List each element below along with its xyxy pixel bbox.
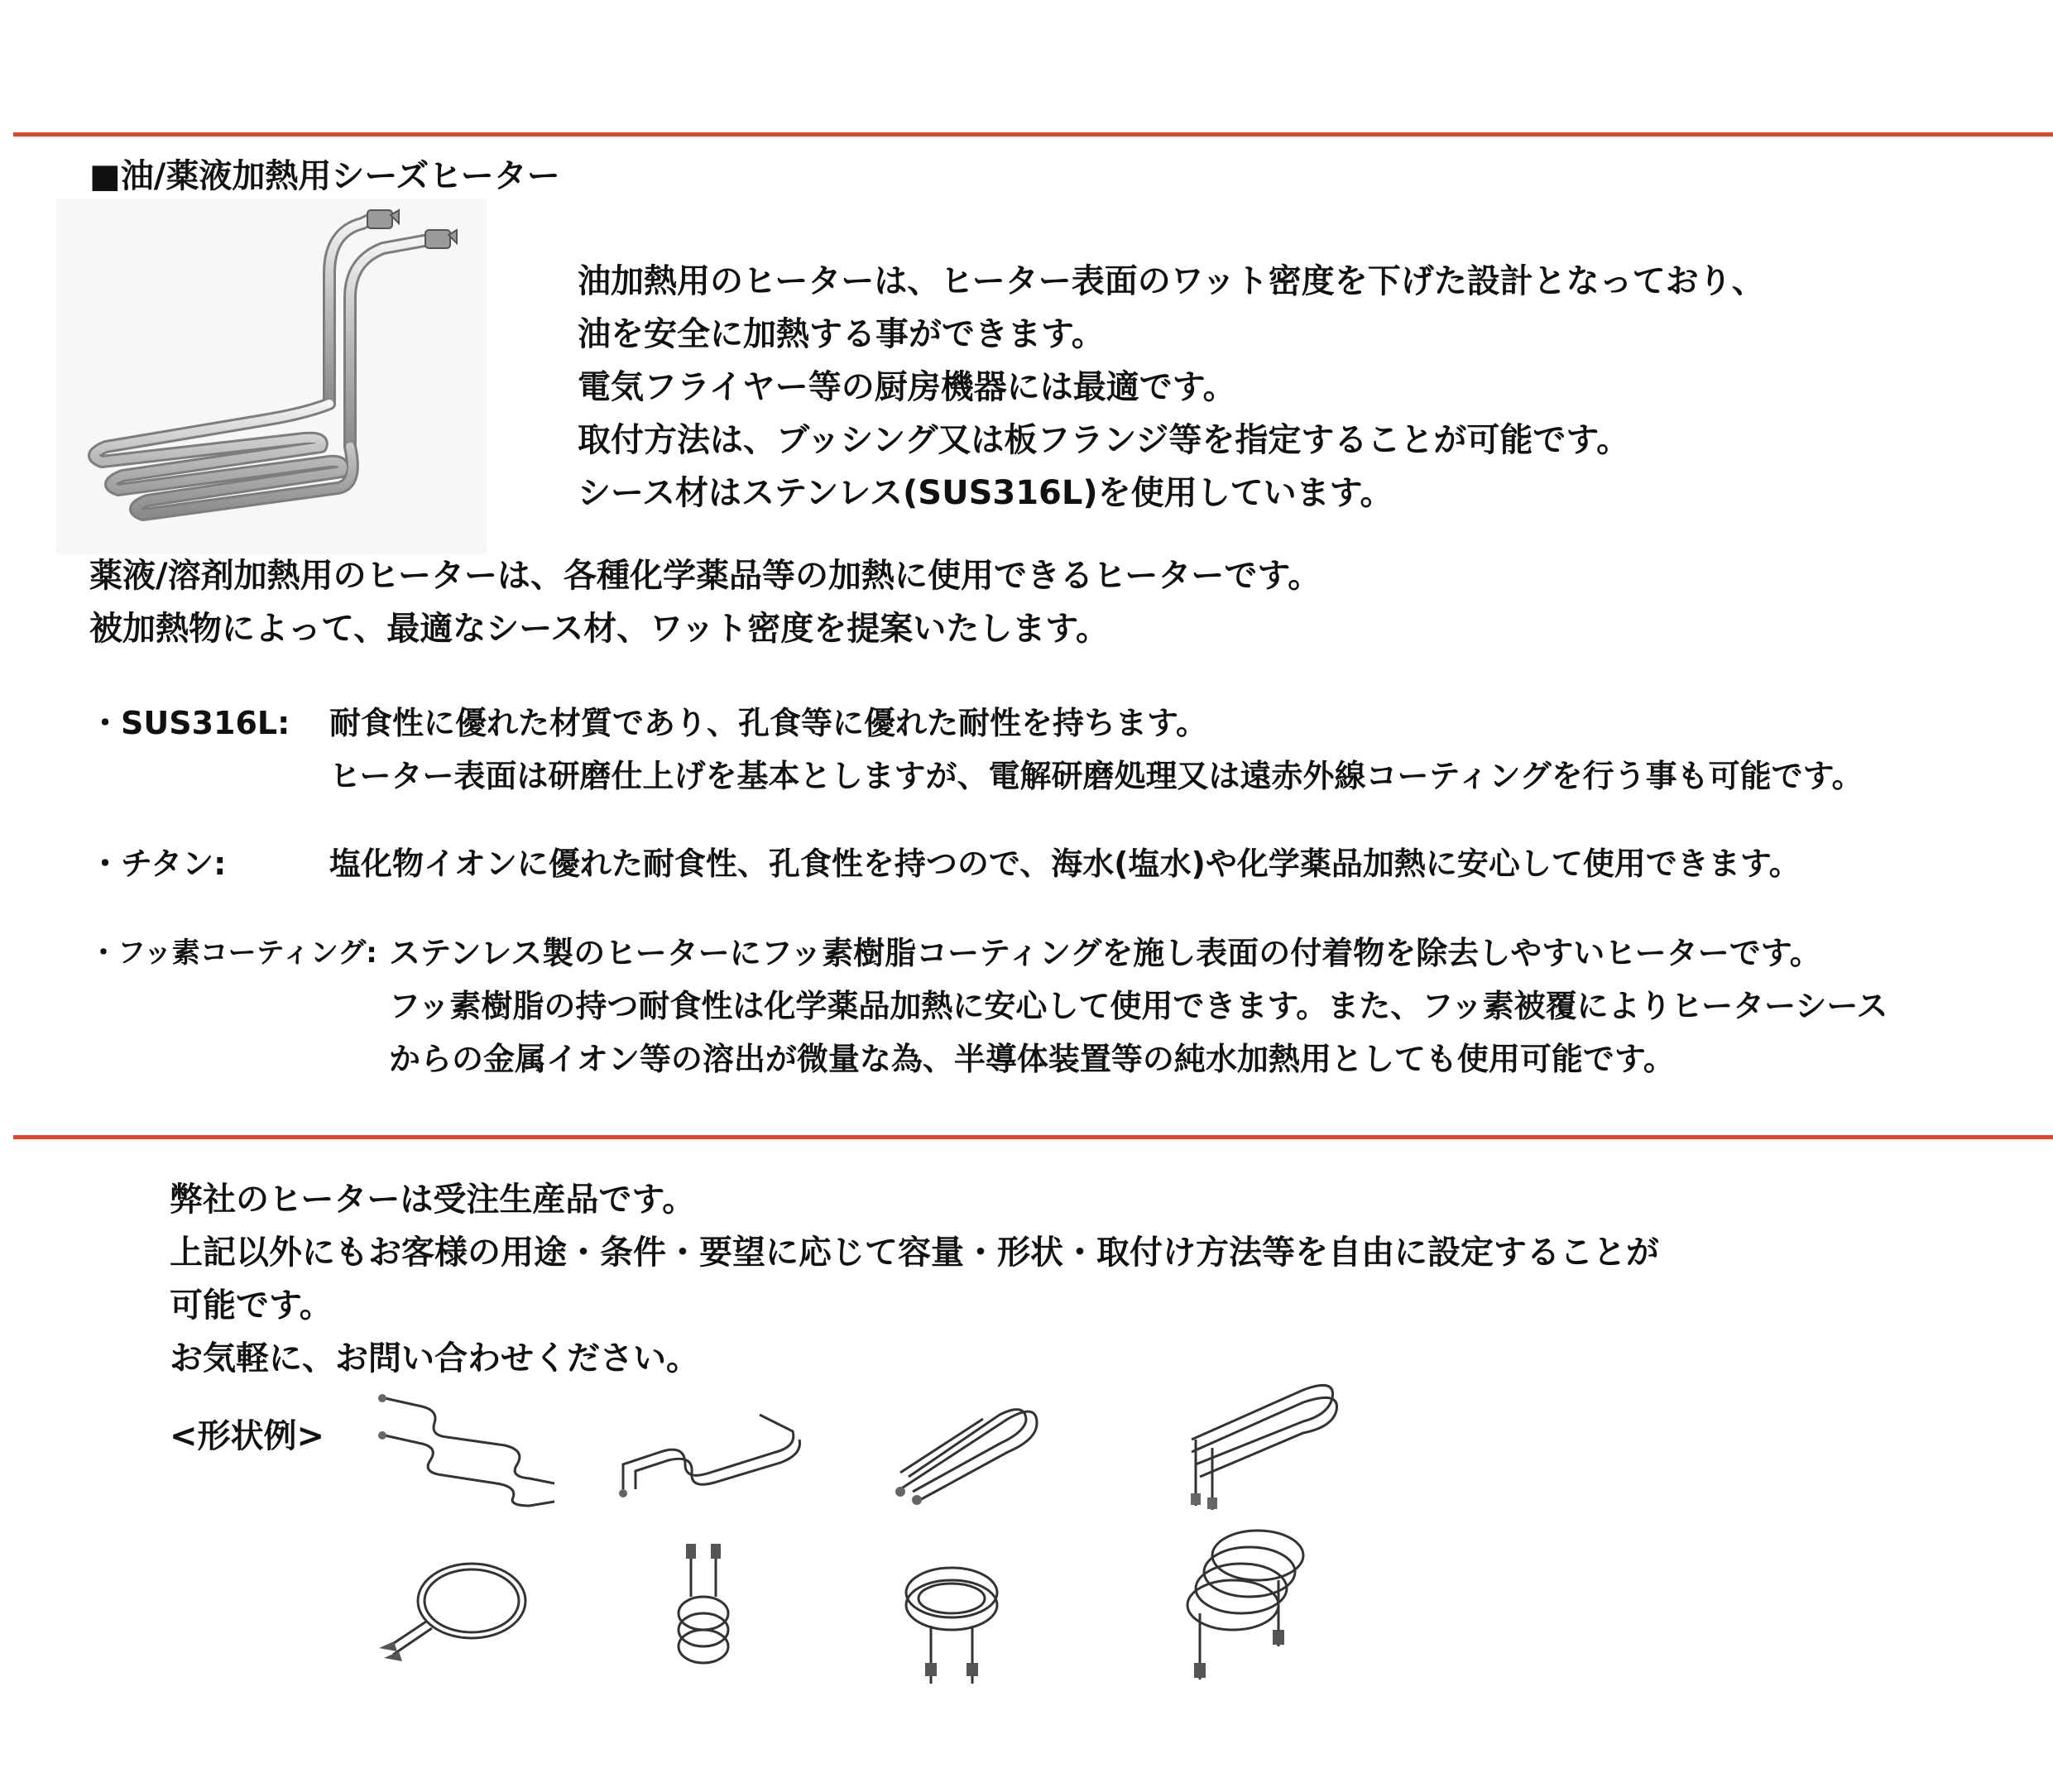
shape-example-hairpin-flat (884, 1394, 1049, 1506)
text-line: 被加熱物によって、最適なシース材、ワット密度を提案いたします。 (89, 610, 1109, 648)
shape-example-serpentine (372, 1386, 571, 1510)
shape-example-ring (372, 1555, 538, 1671)
oil-heater-image (56, 199, 487, 554)
order-info (170, 1173, 1659, 1385)
shape-example-double-hairpin (1179, 1373, 1345, 1514)
text-line: 薬液/溶剤加熱用のヒーターは、各種化学薬品等の加熱に使用できるヒーターです。 (89, 557, 1321, 595)
text-line: 耐食性に優れた材質であり、孔食等に優れた耐性を持ちます。 (329, 705, 1207, 741)
text-line: お気軽に、お問い合わせください。 (170, 1339, 699, 1378)
text-line: ステンレス製のヒーターにフッ素樹脂コーティングを施し表面の付着物を除去しやすいヒーターです。 (389, 935, 1821, 971)
chemical-heater-description (89, 549, 1321, 655)
shape-examples-label: <形状例> (170, 1417, 325, 1455)
text-line: 油加熱用のヒーターは、ヒーター表面のワット密度を下げた設計となっており、 (578, 262, 1765, 300)
shape-example-ring-vertical (890, 1547, 1014, 1692)
text-line: ヒーター表面は研磨仕上げを基本としますが、電解研磨処理又は遠赤外線コーティングを行う事も可能です。 (329, 758, 1864, 794)
text-line: シース材はステンレス(SUS316L)を使用しています。 (578, 474, 1393, 512)
material-label-sus316l: ・SUS316L: (89, 705, 290, 741)
top-divider (13, 132, 2053, 137)
section-title: ■油/薬液加熱用シーズヒーター (89, 157, 560, 195)
shape-example-w-bend (611, 1406, 809, 1506)
middle-divider (13, 1135, 2053, 1139)
material-desc-fluorine (389, 927, 1888, 1085)
material-desc-titanium (329, 837, 1801, 890)
oil-heater-description (578, 255, 1765, 520)
text-line: 油を安全に加熱する事ができます。 (578, 315, 1105, 353)
shape-example-coil-small (666, 1539, 757, 1675)
text-line: 塩化物イオンに優れた耐食性、孔食性を持つので、海水(塩水)や化学薬品加熱に安心して使用できます。 (329, 846, 1801, 882)
text-line: からの金属イオン等の溶出が微量な為、半導体装置等の純水加熱用としても使用可能です。 (389, 1041, 1675, 1077)
text-line: フッ素樹脂の持つ耐食性は化学薬品加熱に安心して使用できます。また、フッ素被覆によりヒーターシース (389, 988, 1888, 1024)
material-label-titanium: ・チタン: (89, 846, 227, 882)
text-line: 電気フライヤー等の厨房機器には最適です。 (578, 368, 1236, 406)
material-desc-sus316l (329, 697, 1864, 803)
text-line: 弊社のヒーターは受注生産品です。 (170, 1181, 696, 1219)
shape-example-coil-large (1175, 1522, 1324, 1688)
text-line: 上記以外にもお客様の用途・条件・要望に応じて容量・形状・取付け方法等を自由に設定することが (170, 1234, 1659, 1272)
material-label-fluorine: ・フッ素コーティング: (89, 937, 377, 970)
text-line: 取付方法は、ブッシング又は板フランジ等を指定することが可能です。 (578, 421, 1630, 459)
text-line: 可能です。 (170, 1287, 333, 1325)
